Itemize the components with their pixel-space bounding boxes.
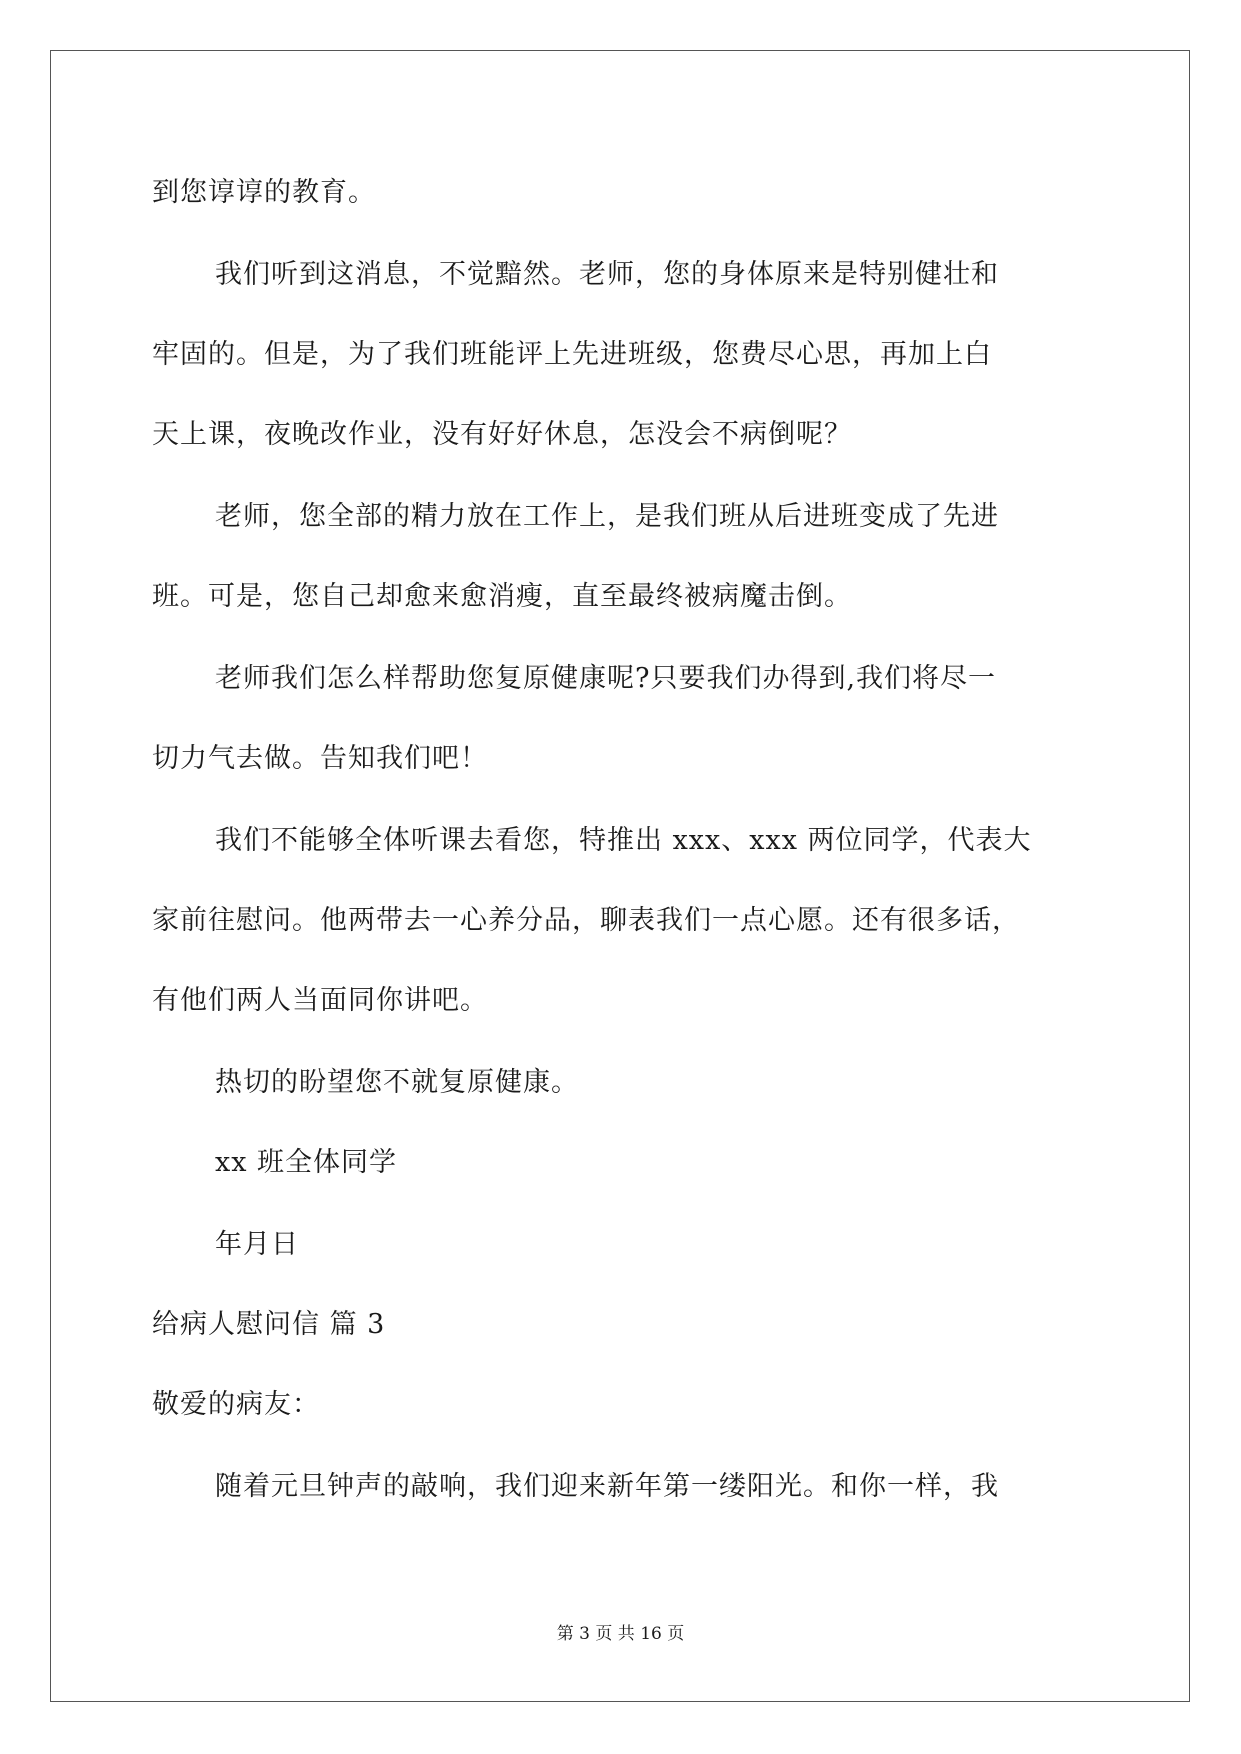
paragraph-line: 热切的盼望您不就复原健康。 [215, 1067, 579, 1098]
paragraph-line: 天上课，夜晚改作业，没有好好休息，怎没会不病倒呢？ [152, 419, 852, 450]
paragraph-line: 到您谆谆的教育。 [152, 177, 376, 208]
paragraph-line: 牢固的。但是，为了我们班能评上先进班级，您费尽心思，再加上白 [152, 339, 992, 370]
page-border [50, 50, 1190, 1702]
paragraph-line: 有他们两人当面同你讲吧。 [152, 985, 488, 1016]
paragraph-line: 随着元旦钟声的敲响，我们迎来新年第一缕阳光。和你一样，我 [215, 1471, 999, 1502]
paragraph-line: 老师，您全部的精力放在工作上，是我们班从后进班变成了先进 [215, 501, 999, 532]
section-heading: 给病人慰问信 篇 3 [152, 1309, 386, 1340]
paragraph-line: 我们听到这消息，不觉黯然。老师，您的身体原来是特别健壮和 [215, 259, 999, 290]
date-line: 年月日 [215, 1229, 299, 1260]
paragraph-line: 班。可是，您自己却愈来愈消瘦，直至最终被病魔击倒。 [152, 581, 852, 612]
paragraph-line: 家前往慰问。他两带去一心养分品，聊表我们一点心愿。还有很多话， [152, 905, 1020, 936]
signature-line: xx 班全体同学 [215, 1147, 398, 1178]
page-number-footer: 第 3 页 共 16 页 [556, 1624, 685, 1644]
paragraph-line: 我们不能够全体听课去看您，特推出 xxx、xxx 两位同学，代表大 [215, 825, 1032, 856]
paragraph-line: 切力气去做。告知我们吧！ [152, 743, 488, 774]
salutation: 敬爱的病友： [152, 1389, 320, 1420]
paragraph-line: 老师我们怎么样帮助您复原健康呢?只要我们办得到,我们将尽一 [215, 663, 997, 694]
